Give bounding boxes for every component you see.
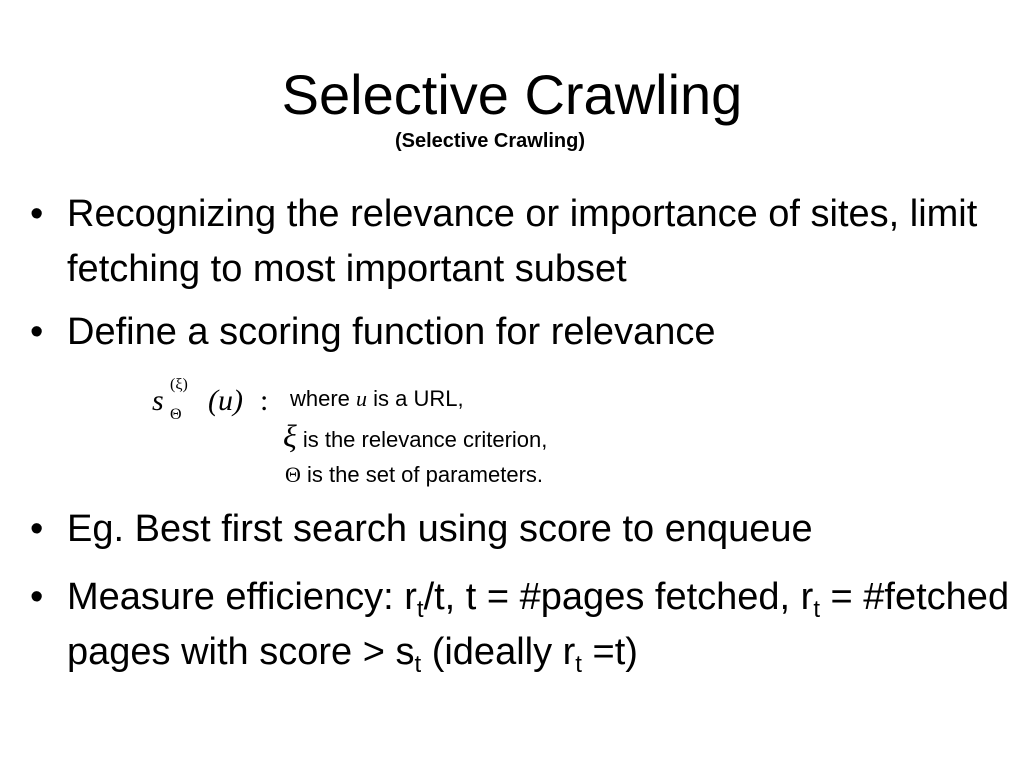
bullet-text	[67, 570, 1020, 680]
formula-svg	[150, 372, 290, 422]
bullet-marker: •	[30, 311, 44, 353]
text-segment: =t)	[581, 631, 638, 673]
formula-base: s	[152, 384, 164, 417]
formula-note-url	[290, 386, 464, 412]
bullet-item	[30, 502, 1020, 557]
bullet-marker: •	[30, 193, 44, 235]
formula-argument: (u)	[208, 384, 243, 417]
bullet-item	[30, 305, 1020, 360]
text-segment: (ideally r	[421, 631, 576, 673]
formula-superscript: (ξ)	[170, 376, 188, 393]
subscript-t: t	[416, 596, 424, 623]
subscript-t: t	[575, 651, 582, 678]
text-segment: Measure efficiency: r	[67, 576, 417, 618]
scoring-function-formula	[150, 372, 290, 422]
text-segment: = #fetched pages with score > s	[67, 576, 1010, 673]
xi-symbol: ξ	[283, 418, 297, 454]
formula-colon: :	[260, 384, 269, 417]
bullet-text: Define a scoring function for relevance	[67, 311, 716, 353]
formula-note-parameters	[285, 462, 543, 488]
bullet-marker: •	[30, 576, 44, 618]
subscript-t: t	[813, 596, 820, 623]
note-prefix: where	[290, 386, 350, 411]
bullet-item	[30, 570, 1020, 680]
note-text: is the set of parameters.	[307, 462, 544, 487]
bullet-text: Recognizing the relevance or importance of sites, limit fetching to most important subset	[67, 193, 978, 290]
slide-title: Selective Crawling	[281, 63, 743, 126]
url-variable: u	[356, 386, 368, 411]
slide-subtitle: (Selective Crawling)	[394, 130, 586, 152]
formula-note-criterion	[283, 418, 548, 454]
text-segment: /t, t = #pages fetched, r	[423, 576, 814, 618]
bullet-text: Eg. Best first search using score to enqueue	[67, 508, 813, 550]
subscript-t: t	[414, 651, 422, 678]
note-text: is the relevance criterion,	[302, 427, 548, 452]
bullet-marker: •	[30, 508, 44, 550]
note-suffix: is a URL,	[373, 386, 464, 411]
formula-subscript: Θ	[170, 406, 182, 423]
theta-symbol: Θ	[285, 462, 301, 487]
bullet-item	[30, 187, 1020, 297]
